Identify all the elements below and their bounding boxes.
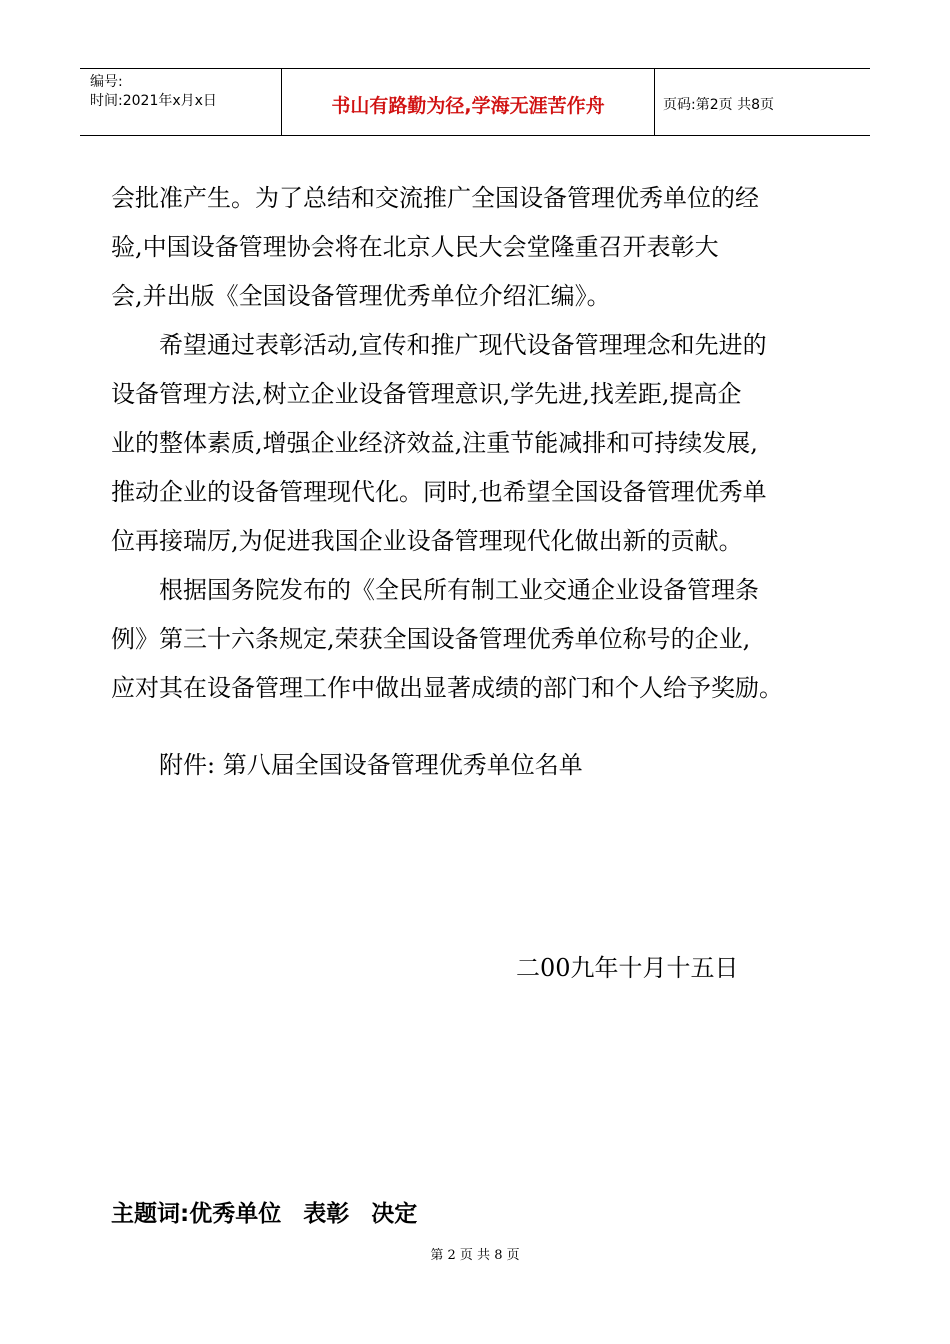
- document-body: [111, 174, 846, 713]
- keywords-label: 主题词:: [111, 1201, 190, 1227]
- text-line: 位再接瑞厉,为促进我国企业设备管理现代化做出新的贡献。: [111, 527, 743, 555]
- paragraph-2: [111, 321, 846, 566]
- text-line: 验,中国设备管理协会将在北京人民大会堂隆重召开表彰大: [111, 233, 719, 261]
- subject-keywords: [111, 1194, 417, 1234]
- text-line: 希望通过表彰活动,宣传和推广现代设备管理理念和先进的: [159, 331, 767, 359]
- header-motto: 书山有路勤为径,学海无涯苦作舟: [282, 69, 655, 135]
- text-line: 应对其在设备管理工作中做出显著成绩的部门和个人给予奖励。: [111, 674, 783, 702]
- text-line: 会批准产生。为了总结和交流推广全国设备管理优秀单位的经: [111, 184, 759, 212]
- text-line: 例》第三十六条规定,荣获全国设备管理优秀单位称号的企业,: [111, 625, 751, 653]
- document-date: 二00九年十月十五日: [516, 954, 739, 982]
- keyword: 表彰: [303, 1201, 350, 1227]
- keyword: 优秀单位: [189, 1201, 282, 1227]
- header-page-info: 页码:第2页 共8页: [663, 97, 774, 113]
- attachment-line: 附件: 第八届全国设备管理优秀单位名单: [159, 751, 583, 779]
- header-meta: [80, 69, 282, 135]
- text-line: 设备管理方法,树立企业设备管理意识,学先进,找差距,提高企: [111, 380, 742, 408]
- paragraph-3: [111, 566, 846, 713]
- keyword: 决定: [371, 1201, 418, 1227]
- number-label: 编号:: [90, 74, 123, 90]
- page-footer: 第 2 页 共 8 页: [430, 1248, 520, 1263]
- document-header: [80, 68, 870, 136]
- text-line: 根据国务院发布的《全民所有制工业交通企业设备管理条: [159, 576, 759, 604]
- time-label: 时间:2021年x月x日: [90, 93, 217, 109]
- text-line: 业的整体素质,增强企业经济效益,注重节能减排和可持续发展,: [111, 429, 758, 457]
- paragraph-1: [111, 174, 846, 321]
- text-line: 推动企业的设备管理现代化。同时,也希望全国设备管理优秀单: [111, 478, 767, 506]
- text-line: 会,并出版《全国设备管理优秀单位介绍汇编》。: [111, 282, 611, 310]
